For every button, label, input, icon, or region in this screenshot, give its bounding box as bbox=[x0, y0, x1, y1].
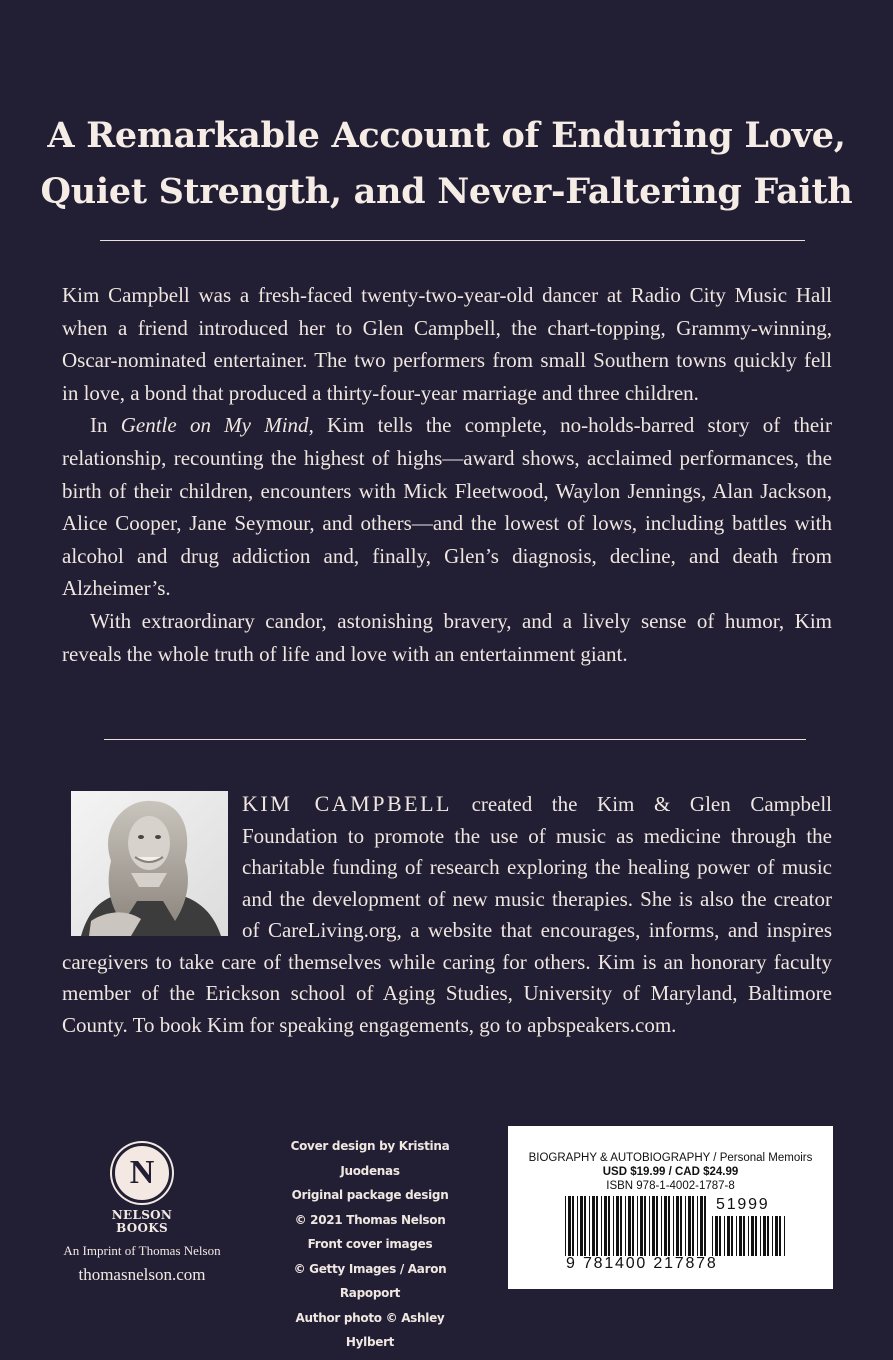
barcode-bar bbox=[692, 1196, 694, 1256]
barcode-bar bbox=[760, 1216, 761, 1256]
barcode-bar bbox=[739, 1216, 742, 1256]
headline bbox=[0, 108, 893, 220]
barcode-bar bbox=[577, 1196, 578, 1256]
barcode-bar bbox=[668, 1196, 670, 1256]
barcode-bar bbox=[656, 1196, 658, 1256]
description-p2-prefix: In bbox=[90, 413, 121, 438]
author-portrait-image bbox=[71, 791, 228, 936]
barcode-bar bbox=[565, 1196, 566, 1256]
book-category: BIOGRAPHY & AUTOBIOGRAPHY / Personal Memoirs bbox=[528, 1152, 813, 1164]
barcode-bar bbox=[620, 1196, 622, 1256]
barcode-bar bbox=[751, 1216, 754, 1256]
credit-line: © Getty Images / Aaron Rapoport bbox=[293, 1261, 447, 1300]
barcode-bar bbox=[568, 1196, 571, 1256]
barcode-panel bbox=[508, 1126, 833, 1289]
description-paragraph-1: Kim Campbell was a fresh-faced twenty-two-year-old dancer at Radio City Music Hall when a friend introduced her to Glen Campbell, the chart-topping, Grammy-winning, Oscar-nominated entertainer. The two performers from small Southern towns quickly fell in love, a bond that produced a thirty-four-year marriage and three children. bbox=[62, 283, 832, 405]
description-paragraph-2 bbox=[62, 409, 832, 605]
ean-digits: 9 781400 217878 bbox=[566, 1255, 718, 1272]
barcode-bar bbox=[715, 1216, 718, 1256]
barcode-bar bbox=[637, 1196, 638, 1256]
barcode-bar bbox=[727, 1216, 730, 1256]
barcode-bar bbox=[664, 1196, 667, 1256]
barcode-bar bbox=[632, 1196, 634, 1256]
book-title-italic: Gentle on My Mind bbox=[120, 413, 309, 438]
barcode-bar bbox=[580, 1196, 583, 1256]
barcode-bar bbox=[652, 1196, 655, 1256]
author-name: KIM CAMPBELL bbox=[242, 791, 452, 816]
barcode-bar bbox=[601, 1196, 602, 1256]
barcode-bar bbox=[736, 1216, 737, 1256]
barcode-bar bbox=[572, 1196, 574, 1256]
barcode-bar bbox=[608, 1196, 610, 1256]
credit-line: Original package design bbox=[291, 1188, 449, 1202]
barcode-bar bbox=[767, 1216, 769, 1256]
logo-text bbox=[62, 1209, 222, 1235]
barcode-bar bbox=[661, 1196, 662, 1256]
barcode-bar bbox=[775, 1216, 778, 1256]
barcode-bar bbox=[680, 1196, 682, 1256]
barcode-bar bbox=[616, 1196, 619, 1256]
barcode-bar bbox=[755, 1216, 757, 1256]
book-price: USD $19.99 / CAD $24.99 bbox=[602, 1166, 739, 1178]
credit-line: © 2021 Thomas Nelson bbox=[294, 1212, 446, 1227]
barcode-bar bbox=[719, 1216, 721, 1256]
book-description bbox=[62, 279, 832, 670]
credit-line: Cover design by Kristina Juodenas bbox=[290, 1139, 450, 1178]
barcode-bar bbox=[589, 1196, 590, 1256]
headline-line-2: Quiet Strength, and Never-Faltering Faith bbox=[40, 171, 853, 212]
publisher-block bbox=[62, 1143, 222, 1285]
barcode-bar bbox=[592, 1196, 595, 1256]
cover-credits bbox=[270, 1134, 470, 1355]
author-bio-text: created the Kim & Glen Campbell Foundation to promote the use of music as medicine through the charitable funding of research exploring the healing power of music and the development of new music therapies. She is also the creator of CareLiving.org, a website that encourages, informs, and inspires caregivers to take care of themselves while caring for others. Kim is an honorary faculty member of the Erickson school of Aging Studies, University of Maryland, Baltimore County. To book Kim for speaking engagements, go to apbspeakers.com. bbox=[62, 792, 832, 1037]
barcode-bar bbox=[779, 1216, 781, 1256]
imprint-text: An Imprint of Thomas Nelson bbox=[63, 1243, 221, 1258]
barcode-bar bbox=[763, 1216, 766, 1256]
logo-line-1: NELSON bbox=[111, 1208, 173, 1222]
barcode-bar bbox=[704, 1196, 706, 1256]
barcode-bar bbox=[743, 1216, 745, 1256]
logo-letter: N bbox=[129, 1154, 155, 1191]
barcode-bar bbox=[688, 1196, 691, 1256]
barcode-bar bbox=[625, 1196, 626, 1256]
description-paragraph-3: With extraordinary candor, astonishing bravery, and a lively sense of humor, Kim reveals the whole truth of life and love with an entertainment giant. bbox=[62, 608, 832, 666]
barcode-bar bbox=[676, 1196, 679, 1256]
price-code: 51999 bbox=[716, 1196, 770, 1213]
barcode-bar bbox=[613, 1196, 614, 1256]
barcode-bar bbox=[784, 1216, 785, 1256]
divider-middle bbox=[104, 739, 806, 740]
divider-top bbox=[100, 240, 805, 241]
author-photo bbox=[71, 791, 228, 936]
barcode-bar bbox=[712, 1216, 713, 1256]
credit-line: Author photo © Ashley Hylbert bbox=[295, 1310, 445, 1349]
barcode-bar bbox=[731, 1216, 733, 1256]
barcode-bar bbox=[584, 1196, 586, 1256]
publisher-website: thomasnelson.com bbox=[78, 1265, 206, 1284]
nelson-logo-icon bbox=[112, 1143, 172, 1203]
barcode-bar bbox=[700, 1196, 703, 1256]
barcode-bar bbox=[644, 1196, 646, 1256]
barcode-bar bbox=[697, 1196, 698, 1256]
barcode-bar bbox=[649, 1196, 650, 1256]
barcode-bar bbox=[640, 1196, 643, 1256]
barcode-bar bbox=[604, 1196, 607, 1256]
barcode-bar bbox=[772, 1216, 773, 1256]
logo-line-2: BOOKS bbox=[116, 1221, 168, 1235]
barcode-bar bbox=[673, 1196, 674, 1256]
barcode-bar bbox=[685, 1196, 686, 1256]
isbn-text: ISBN 978-1-4002-1787-8 bbox=[606, 1180, 735, 1192]
barcode-bar bbox=[748, 1216, 749, 1256]
credit-line: Front cover images bbox=[307, 1237, 433, 1251]
barcode-bar bbox=[724, 1216, 725, 1256]
description-p2-rest: , Kim tells the complete, no-holds-barred story of their relationship, recounting the highest of highs—award shows, acclaimed performances, the birth of their children, encounters with Mick Fleetwood, Waylon Jennings, Alan Jackson, Alice Cooper, Jane Seymour, and others—and the lowest of lows, including battles with alcohol and drug addiction and, finally, Glen’s diagnosis, decline, and death from Alzheimer’s. bbox=[62, 413, 832, 601]
barcode-bar bbox=[628, 1196, 631, 1256]
headline-line-1: A Remarkable Account of Enduring Love, bbox=[47, 115, 846, 156]
barcode-bar bbox=[596, 1196, 598, 1256]
